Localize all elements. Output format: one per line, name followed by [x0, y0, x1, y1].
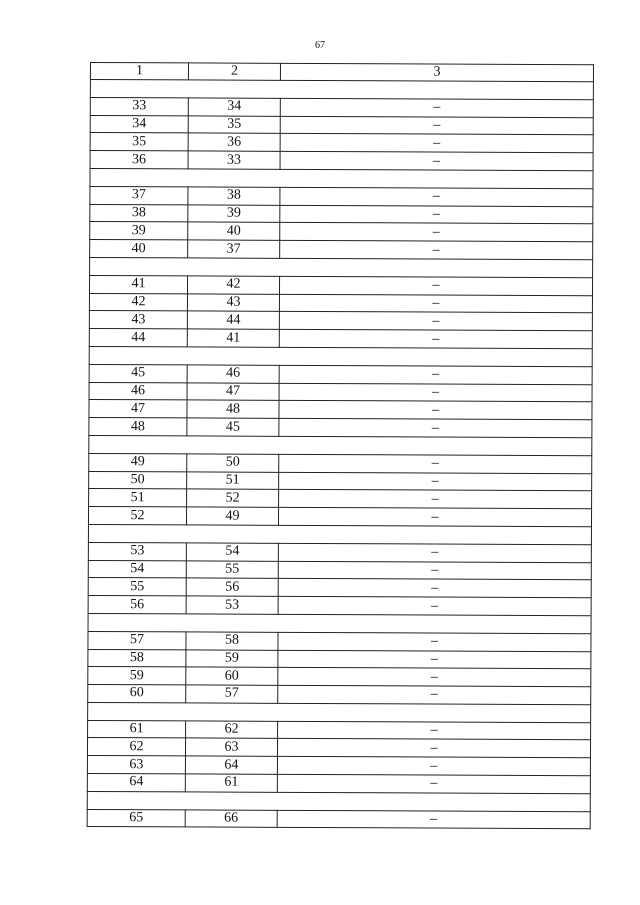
table-row	[87, 809, 590, 829]
table-cell-col2: 61	[185, 774, 277, 792]
table-cell-col1: 64	[87, 774, 185, 792]
header-cell-col2: 2	[188, 63, 280, 80]
table-cell-col3: –	[278, 579, 591, 598]
table-row	[90, 222, 593, 242]
group-separator-row	[87, 791, 590, 811]
table-cell-col2: 49	[186, 507, 278, 525]
table-row	[90, 186, 593, 206]
table-cell-col2: 37	[188, 240, 280, 258]
group-separator-cell	[89, 435, 592, 455]
table-cell-col3: –	[279, 472, 592, 491]
data-table	[87, 62, 594, 830]
table-row	[88, 649, 591, 669]
group-separator-row	[90, 257, 593, 277]
table-cell-col2: 62	[186, 721, 278, 739]
table-cell-col1: 34	[90, 115, 188, 133]
table-cell-col3: –	[279, 490, 592, 509]
table-cell-col3: –	[279, 401, 592, 420]
table-cell-col2: 34	[188, 98, 280, 116]
table-cell-col1: 60	[88, 685, 186, 703]
table-row	[89, 400, 592, 420]
table-row	[88, 685, 591, 705]
table-row	[89, 275, 592, 295]
table-cell-col3: –	[279, 365, 592, 384]
table-row	[90, 97, 593, 117]
table-cell-col1: 38	[90, 204, 188, 222]
table-row	[90, 240, 593, 260]
table-row	[87, 756, 590, 776]
table-cell-col1: 58	[88, 649, 186, 667]
group-separator-cell	[88, 613, 591, 633]
table-cell-col3: –	[278, 507, 591, 526]
table-cell-col1: 37	[90, 186, 188, 204]
table-cell-col1: 57	[88, 631, 186, 649]
table-row	[89, 364, 592, 384]
table-cell-col1: 39	[90, 222, 188, 240]
table-cell-col3: –	[279, 294, 592, 313]
table-cell-col1: 48	[89, 418, 187, 436]
table-row	[87, 774, 590, 794]
group-separator-row	[88, 524, 591, 544]
table-cell-col2: 36	[188, 133, 280, 151]
table-cell-col1: 46	[89, 382, 187, 400]
table-cell-col1: 49	[89, 453, 187, 471]
table-cell-col2: 45	[187, 418, 279, 436]
table-cell-col2: 50	[187, 454, 279, 472]
table-cell-col3: –	[279, 329, 592, 348]
table-cell-col3: –	[280, 116, 593, 135]
table-cell-col2: 38	[188, 187, 280, 205]
group-separator-row	[89, 346, 592, 366]
table-cell-col3: –	[280, 223, 593, 242]
table-cell-col3: –	[277, 774, 590, 793]
group-separator-cell	[87, 791, 590, 811]
table-cell-col3: –	[278, 721, 591, 740]
table-cell-col3: –	[279, 312, 592, 331]
table-cell-col2: 43	[187, 293, 279, 311]
table-cell-col1: 65	[87, 809, 185, 827]
table-cell-col2: 59	[186, 649, 278, 667]
group-separator-row	[90, 80, 593, 100]
table-row	[89, 489, 592, 509]
page-number: 67	[315, 40, 325, 51]
table-cell-col2: 56	[186, 578, 278, 596]
table-row	[90, 115, 593, 135]
group-separator-row	[89, 435, 592, 455]
table-cell-col3: –	[278, 543, 591, 562]
table-cell-col2: 53	[186, 596, 278, 614]
table-cell-col2: 41	[187, 329, 279, 347]
table-cell-col2: 47	[187, 382, 279, 400]
group-separator-cell	[90, 257, 593, 277]
table-cell-col1: 35	[90, 133, 188, 151]
table-cell-col3: –	[277, 757, 590, 776]
table-cell-col3: –	[280, 98, 593, 117]
table-cell-col3: –	[279, 383, 592, 402]
table-cell-col1: 47	[89, 400, 187, 418]
table-cell-col2: 52	[187, 489, 279, 507]
table-cell-col1: 44	[89, 329, 187, 347]
table-row	[89, 471, 592, 491]
table-row	[89, 329, 592, 349]
table-cell-col1: 59	[88, 667, 186, 685]
table-cell-col2: 39	[188, 205, 280, 223]
table-row	[88, 631, 591, 651]
table-cell-col2: 57	[186, 685, 278, 703]
table-cell-col3: –	[277, 739, 590, 758]
table-row	[88, 667, 591, 687]
table-cell-col2: 51	[187, 471, 279, 489]
table-cell-col1: 56	[88, 596, 186, 614]
table-row	[90, 204, 593, 224]
header-cell-col3: 3	[280, 63, 593, 81]
table-cell-col3: –	[278, 632, 591, 651]
table-cell-col2: 35	[188, 116, 280, 134]
group-separator-cell	[90, 80, 593, 100]
table-cell-col1: 51	[89, 489, 187, 507]
table-row	[88, 507, 591, 527]
table-cell-col3: –	[280, 205, 593, 224]
header-row	[90, 63, 593, 82]
table-cell-col1: 36	[90, 151, 188, 169]
group-separator-cell	[88, 524, 591, 544]
table-body	[87, 80, 593, 830]
table-cell-col3: –	[278, 596, 591, 615]
data-table-container	[87, 62, 594, 830]
table-cell-col2: 55	[186, 560, 278, 578]
table-cell-col3: –	[280, 134, 593, 153]
table-row	[87, 738, 590, 758]
table-cell-col3: –	[279, 276, 592, 295]
table-cell-col3: –	[278, 561, 591, 580]
table-cell-col1: 45	[89, 364, 187, 382]
table-cell-col3: –	[280, 187, 593, 206]
group-separator-row	[88, 702, 591, 722]
table-cell-col1: 61	[88, 720, 186, 738]
table-cell-col3: –	[280, 152, 593, 171]
table-cell-col3: –	[278, 685, 591, 704]
table-cell-col2: 48	[187, 400, 279, 418]
table-cell-col2: 64	[185, 756, 277, 774]
group-separator-row	[90, 168, 593, 188]
table-cell-col2: 58	[186, 632, 278, 650]
table-row	[88, 720, 591, 740]
table-cell-col3: –	[280, 241, 593, 260]
table-cell-col2: 42	[187, 276, 279, 294]
table-row	[88, 560, 591, 580]
table-cell-col2: 40	[188, 222, 280, 240]
table-cell-col1: 62	[87, 738, 185, 756]
table-row	[88, 578, 591, 598]
table-cell-col1: 42	[89, 293, 187, 311]
table-cell-col3: –	[279, 454, 592, 473]
table-cell-col1: 53	[88, 542, 186, 560]
table-cell-col3: –	[278, 650, 591, 669]
table-cell-col2: 66	[185, 810, 277, 828]
header-cell-col1: 1	[90, 63, 188, 80]
table-cell-col2: 46	[187, 365, 279, 383]
table-cell-col3: –	[277, 810, 590, 829]
table-row	[90, 151, 593, 171]
table-cell-col2: 44	[187, 311, 279, 329]
table-row	[89, 311, 592, 331]
table-row	[89, 453, 592, 473]
table-cell-col1: 63	[87, 756, 185, 774]
table-cell-col2: 33	[188, 151, 280, 169]
table-cell-col1: 55	[88, 578, 186, 596]
table-row	[89, 418, 592, 438]
group-separator-cell	[88, 702, 591, 722]
table-cell-col3: –	[279, 418, 592, 437]
table-cell-col1: 54	[88, 560, 186, 578]
table-row	[88, 596, 591, 616]
group-separator-cell	[89, 346, 592, 366]
table-cell-col1: 43	[89, 311, 187, 329]
table-cell-col2: 54	[186, 543, 278, 561]
table-cell-col1: 52	[88, 507, 186, 525]
table-row	[90, 133, 593, 153]
table-cell-col1: 33	[90, 97, 188, 115]
table-cell-col1: 50	[89, 471, 187, 489]
table-row	[89, 382, 592, 402]
table-cell-col3: –	[278, 668, 591, 687]
group-separator-cell	[90, 168, 593, 188]
table-cell-col1: 40	[90, 240, 188, 258]
group-separator-row	[88, 613, 591, 633]
table-cell-col2: 60	[186, 667, 278, 685]
table-row	[88, 542, 591, 562]
table-row	[89, 293, 592, 313]
table-cell-col1: 41	[89, 275, 187, 293]
table-cell-col2: 63	[185, 738, 277, 756]
